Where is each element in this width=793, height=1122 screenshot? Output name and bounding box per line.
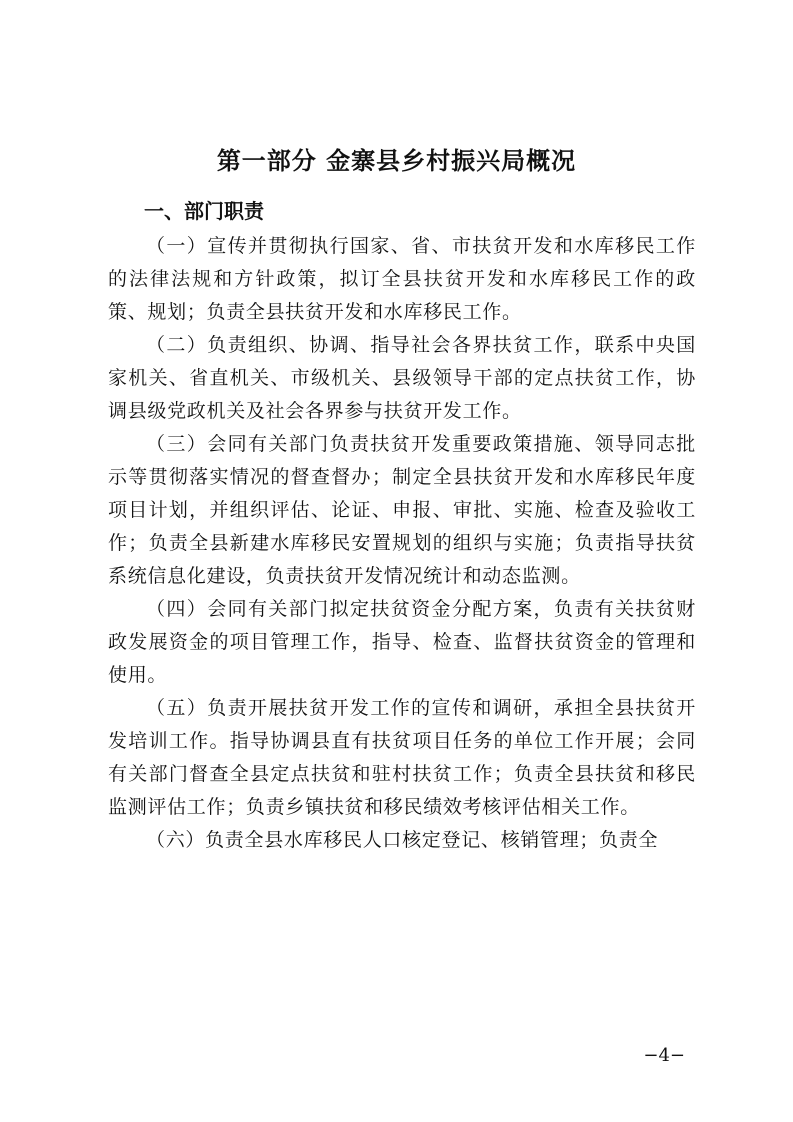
body-text bbox=[108, 230, 696, 857]
paragraph: （一）宣传并贯彻执行国家、省、市扶贫开发和水库移民工作的法律法规和方针政策，拟订全县扶贫开发和水库移民工作的政策、规划；负责全县扶贫开发和水库移民工作。 bbox=[108, 235, 696, 323]
paragraph: （二）负责组织、协调、指导社会各界扶贫工作，联系中央国家机关、省直机关、市级机关、县级领导干部的定点扶贫工作，协调县级党政机关及社会各界参与扶贫开发工作。 bbox=[108, 334, 696, 422]
page-number: −4− bbox=[643, 1045, 685, 1066]
section-heading: 一、部门职责 bbox=[144, 199, 264, 223]
paragraph: （六）负责全县水库移民人口核定登记、核销管理；负责全 bbox=[146, 829, 659, 851]
paragraph: （五）负责开展扶贫开发工作的宣传和调研，承担全县扶贫开发培训工作。指导协调县直有扶贫项目任务的单位工作开展；会同有关部门督查全县定点扶贫和驻村扶贫工作；负责全县扶贫和移民监测评估工作；负责乡镇扶贫和移民绩效考核评估相关工作。 bbox=[108, 697, 696, 818]
page-title: 第一部分 金寨县乡村振兴局概况 bbox=[216, 147, 577, 175]
paragraph: （四）会同有关部门拟定扶贫资金分配方案，负责有关扶贫财政发展资金的项目管理工作，指导、检查、监督扶贫资金的管理和使用。 bbox=[108, 598, 696, 686]
paragraph: （三）会同有关部门负责扶贫开发重要政策措施、领导同志批示等贯彻落实情况的督查督办；制定全县扶贫开发和水库移民年度项目计划，并组织评估、论证、申报、审批、实施、检查及验收工作；负责全县新建水库移民安置规划的组织与实施；负责指导扶贫系统信息化建设，负责扶贫开发情况统计和动态监测。 bbox=[108, 433, 696, 587]
